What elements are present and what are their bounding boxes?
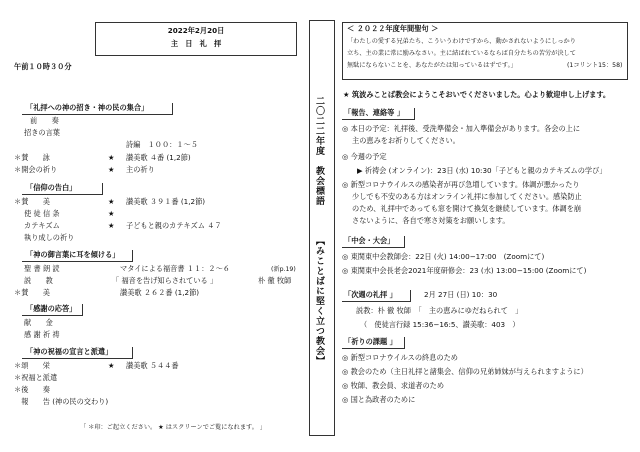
worship-row: 招きの言葉 [24, 128, 60, 137]
covid-notice-cont: のため、礼拝中であっても窓を開けて換気を継続しています。体調を崩 [352, 204, 582, 213]
section-title-gathering: 「礼拝への神の招き・神の民の集合」 [22, 103, 173, 115]
worship-row: ＊祝福と派遣 [14, 373, 58, 382]
section-title-sending: 「神の祝福の宣言と派遣」 [22, 347, 133, 359]
prayer-item: ◎ 牧師、教会員、求道者のため [342, 381, 445, 390]
verse-box [342, 22, 628, 80]
verse-text: 無駄にならないことを、あなたがたは知っているはずです。」 [347, 62, 517, 69]
worship-row: ＊賛 美 [14, 197, 50, 206]
verse-text: 立ち、主の業に常に励みなさい。主に結ばれているならば自分たちの苦労が決して [347, 50, 576, 57]
notice-item-cont: 主の恵みをお祈りしてください。 [352, 136, 460, 145]
notice-item: ◎ 本日の予定：礼拝後、受洗準備会・加入準備会があります。各会の上に [342, 124, 581, 133]
next-service-date: 2月 27日 (日) 10：30 [424, 290, 498, 299]
worship-row: 聖 書 朗 読 [24, 264, 60, 273]
next-scripture: （ 使徒言行録 15:36−16:5、讃美歌：403 ） [360, 320, 520, 329]
header-box [95, 22, 297, 56]
worship-row: 報 告 (神の民の交わり) [14, 397, 109, 406]
welcome-message: ★ 筑波みことば教会にようこそおいでくださいました。心より歓迎申し上げます。 [343, 90, 611, 99]
worship-row: ＊頌 栄 [14, 361, 50, 370]
worship-row-value: 讃美歌 ２６２番 (1,2節) [120, 288, 200, 297]
service-time: 午前１０時３０分 [14, 62, 72, 71]
service-date: 2022年2月20日 [167, 26, 225, 35]
service-title: 主 日 礼 拝 [170, 39, 222, 48]
worship-row: 感 謝 祈 祷 [24, 330, 60, 339]
section-title-next: 「次週の礼拝 」 [342, 290, 411, 302]
star-marker: ★ [108, 209, 115, 218]
verse-text: 「わたしの愛する兄弟たち、こういうわけですから、動かされないようにしっかり [347, 38, 576, 45]
worship-row: ＊賛 美 [14, 288, 50, 297]
worship-row-value: 詩編 １００：１～５ [126, 140, 198, 149]
covid-notice: ◎ 新型コロナウイルスの感染者が再び急増しています。体調が悪かったり [342, 180, 580, 189]
section-title-prayers: 「祈りの課題 」 [342, 337, 405, 349]
preacher: 朴 徹 牧師 [258, 276, 292, 285]
worship-row-value: 主の祈り [126, 165, 155, 174]
section-title-confession: 「信仰の告白」 [22, 183, 103, 195]
star-marker: ★ [108, 221, 115, 230]
star-marker: ★ [108, 361, 115, 370]
next-sermon: 説教：朴 徹 牧師 「 主の恵みにゆだねられて 」 [356, 306, 523, 315]
worship-row-value: 讃美歌 ５４４番 [126, 361, 179, 370]
verse-reference: (1コリント15：58) [567, 62, 623, 69]
worship-row: 執り成しの祈り [24, 233, 75, 242]
worship-row: 前 奏 [30, 116, 59, 125]
verse-heading: ＜ ２０２２年度年間聖句 ＞ [347, 24, 439, 33]
covid-notice-cont: 少しでも不安のある方はオンライン礼拝に参加してください。感染防止 [352, 192, 582, 201]
worship-row: ＊賛 詠 [14, 153, 50, 162]
worship-row: ＊開会の祈り [14, 165, 58, 174]
worship-row-value: マタイによる福音書 １１：２～６ [120, 264, 230, 273]
section-title-response: 「感謝の応答」 [22, 304, 83, 316]
star-marker: ★ [108, 197, 115, 206]
worship-row: 説 教 [24, 276, 53, 285]
sermon-title: 「 福音を告げ知らされている 」 [112, 276, 218, 285]
section-title-word: 「神の御言葉に耳を傾ける」 [22, 250, 133, 262]
star-marker: ★ [108, 153, 115, 162]
worship-row-value: 讃美歌 ４番 (1,2節) [126, 153, 191, 162]
prayer-item: ◎ 国と為政者のために [342, 395, 416, 404]
worship-row: カテキズム [24, 221, 60, 230]
section-title-meetings: 「中会・大会」 [342, 236, 405, 248]
page-ref: (新p.19) [271, 266, 296, 273]
meeting-item: ◎ 東関東中会長老会2021年度研修会：23 (水) 13:00−15:00 (Zoomにて) [342, 266, 587, 275]
prayer-item: ◎ 教会のため（主日礼拝と諸集会、信仰の兄弟姉妹が与えられますように） [342, 367, 588, 376]
worship-row: 献 金 [24, 318, 53, 327]
section-title-notices: 「報告、連絡等 」 [342, 108, 415, 120]
motto-box [309, 20, 335, 436]
worship-row-value: 讃美歌 ３９１番 (1,2節) [126, 197, 206, 206]
church-motto: 【みことばに堅く立つ教会】 [314, 236, 324, 366]
meeting-item: ◎ 東関東中会教師会：22日 (火) 14:00−17:00 (Zoomにて) [342, 252, 545, 261]
prayer-item: ◎ 新型コロナウイルスの終息のため [342, 353, 458, 362]
notice-item: ◎ 今週の予定 [342, 152, 387, 161]
prayer-meeting: ▶ 祈祷会 (オンライン)：23日 (水) 10:30「子どもと親のカテキズムの学び」 [357, 166, 607, 175]
worship-row: 使 徒 信 条 [24, 209, 60, 218]
star-marker: ★ [108, 165, 115, 174]
covid-notice-cont: さないように、各自で寒さ対策をお願いします。 [352, 216, 510, 225]
worship-row-value: 子どもと親のカテキズム ４７ [126, 221, 222, 230]
footnote: 「 ＊印：ご起立ください。 ★ はスクリーンでご覧になれます。 」 [80, 424, 267, 431]
worship-row: ＊後 奏 [14, 385, 50, 394]
church-motto-heading: 二〇二二年度 教会標語 [314, 96, 324, 206]
